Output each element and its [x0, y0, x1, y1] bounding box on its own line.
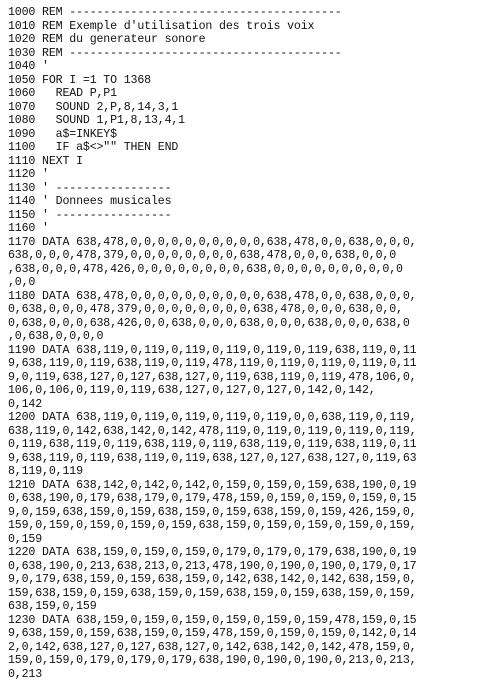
code-line: 1070 SOUND 2,P,8,14,3,1: [8, 100, 179, 114]
code-line: 1040 ': [8, 60, 49, 73]
code-line: 1210 DATA 638,142,0,142,0,142,0,159,0,159,0,159,638,190,0,19: [8, 478, 417, 492]
code-line: 638,159,0,159: [8, 600, 97, 613]
code-line: 1150 ' -----------------: [8, 208, 172, 222]
code-line: 1100 IF a$<>"" THEN END: [8, 141, 179, 154]
code-line: 9,0,159,638,159,0,159,638,159,0,159,638,159,0,159,426,159,0,: [8, 505, 417, 519]
code-line: 159,0,159,0,159,0,159,0,159,638,159,0,159,0,159,0,159,0,159,: [8, 519, 417, 532]
code-line: ,638,0,0,0,478,426,0,0,0,0,0,0,0,0,638,0,0,0,0,0,0,0,0,0,0: [8, 262, 403, 276]
code-line: 1090 a$=INKEY$: [8, 127, 117, 141]
code-line: 1190 DATA 638,119,0,119,0,119,0,119,0,119,0,119,638,119,0,11: [8, 343, 417, 357]
code-line: 0,638,0,0,0,478,379,0,0,0,0,0,0,0,0,638,478,0,0,0,638,0,0,: [8, 303, 403, 316]
code-line: 159,0,159,0,179,0,179,0,179,638,190,0,190,0,190,0,213,0,213,: [8, 654, 417, 667]
code-line: 1050 FOR I =1 TO 1368: [8, 73, 151, 87]
code-line: 1120 ': [8, 168, 49, 181]
code-line: 2,0,142,638,127,0,127,638,127,0,142,638,142,0,142,478,159,0,: [8, 640, 417, 654]
code-line: 1060 READ P,P1: [8, 87, 117, 100]
code-line: 9,638,119,0,119,638,119,0,119,638,127,0,127,638,127,0,119,63: [8, 451, 417, 465]
code-line: 638,119,0,142,638,142,0,142,478,119,0,119,0,119,0,119,0,119,: [8, 424, 417, 438]
code-line: 1110 NEXT I: [8, 154, 83, 168]
code-line: 0,159: [8, 532, 43, 546]
code-line: 1180 DATA 638,478,0,0,0,0,0,0,0,0,0,0,638,478,0,0,638,0,0,0,: [8, 289, 417, 303]
code-line: 159,638,159,0,159,638,159,0,159,638,159,0,159,638,159,0,159,: [8, 586, 417, 600]
code-line: 8,119,0,119: [8, 465, 83, 478]
code-line: 106,0,106,0,119,0,119,638,127,0,127,0,127,0,142,0,142,: [8, 384, 376, 397]
code-line: 0,142: [8, 397, 43, 411]
code-line: 1000 REM ----------------------------------------: [8, 6, 342, 19]
code-line: 1130 ' -----------------: [8, 181, 172, 195]
code-line: 0,638,190,0,179,638,179,0,179,478,159,0,159,0,159,0,159,0,15: [8, 492, 417, 505]
code-line: 1030 REM ----------------------------------------: [8, 46, 342, 60]
code-line: 638,0,0,0,478,379,0,0,0,0,0,0,0,0,638,478,0,0,0,638,0,0,0: [8, 249, 397, 262]
code-line: 1220 DATA 638,159,0,159,0,159,0,179,0,179,0,179,638,190,0,19: [8, 546, 417, 559]
code-line: 1200 DATA 638,119,0,119,0,119,0,119,0,119,0,0,638,119,0,119,: [8, 411, 417, 424]
code-line: 1080 SOUND 1,P1,8,13,4,1: [8, 114, 185, 127]
code-line: 0,213: [8, 667, 43, 681]
basic-program-listing: [0, 6, 498, 681]
code-line: 1160 ': [8, 222, 49, 235]
code-line: 9,0,119,638,127,0,127,638,127,0,119,638,119,0,119,478,106,0,: [8, 370, 417, 384]
code-line: 9,638,159,0,159,638,159,0,159,478,159,0,159,0,159,0,142,0,14: [8, 627, 417, 640]
code-line: 1170 DATA 638,478,0,0,0,0,0,0,0,0,0,0,638,478,0,0,638,0,0,0,: [8, 235, 417, 249]
code-line: 1020 REM du generateur sonore: [8, 33, 206, 46]
code-line: 0,119,638,119,0,119,638,119,0,119,638,119,0,119,638,119,0,11: [8, 438, 417, 451]
code-line: 1010 REM Exemple d'utilisation des trois voix: [8, 19, 315, 33]
code-line: 0,638,190,0,213,638,213,0,213,478,190,0,190,0,190,0,179,0,17: [8, 559, 417, 573]
code-line: ,0,638,0,0,0,0: [8, 330, 104, 343]
code-line: ,0,0: [8, 276, 36, 289]
code-line: 9,0,179,638,159,0,159,638,159,0,142,638,142,0,142,638,159,0,: [8, 573, 417, 586]
code-line: 1140 ' Donnees musicales: [8, 195, 172, 208]
code-line: 9,638,119,0,119,638,119,0,119,478,119,0,119,0,119,0,119,0,11: [8, 357, 417, 370]
code-line: 0,638,0,0,0,638,426,0,0,638,0,0,0,638,0,0,0,638,0,0,0,638,0: [8, 316, 410, 330]
code-line: 1230 DATA 638,159,0,159,0,159,0,159,0,159,0,159,478,159,0,15: [8, 613, 417, 627]
